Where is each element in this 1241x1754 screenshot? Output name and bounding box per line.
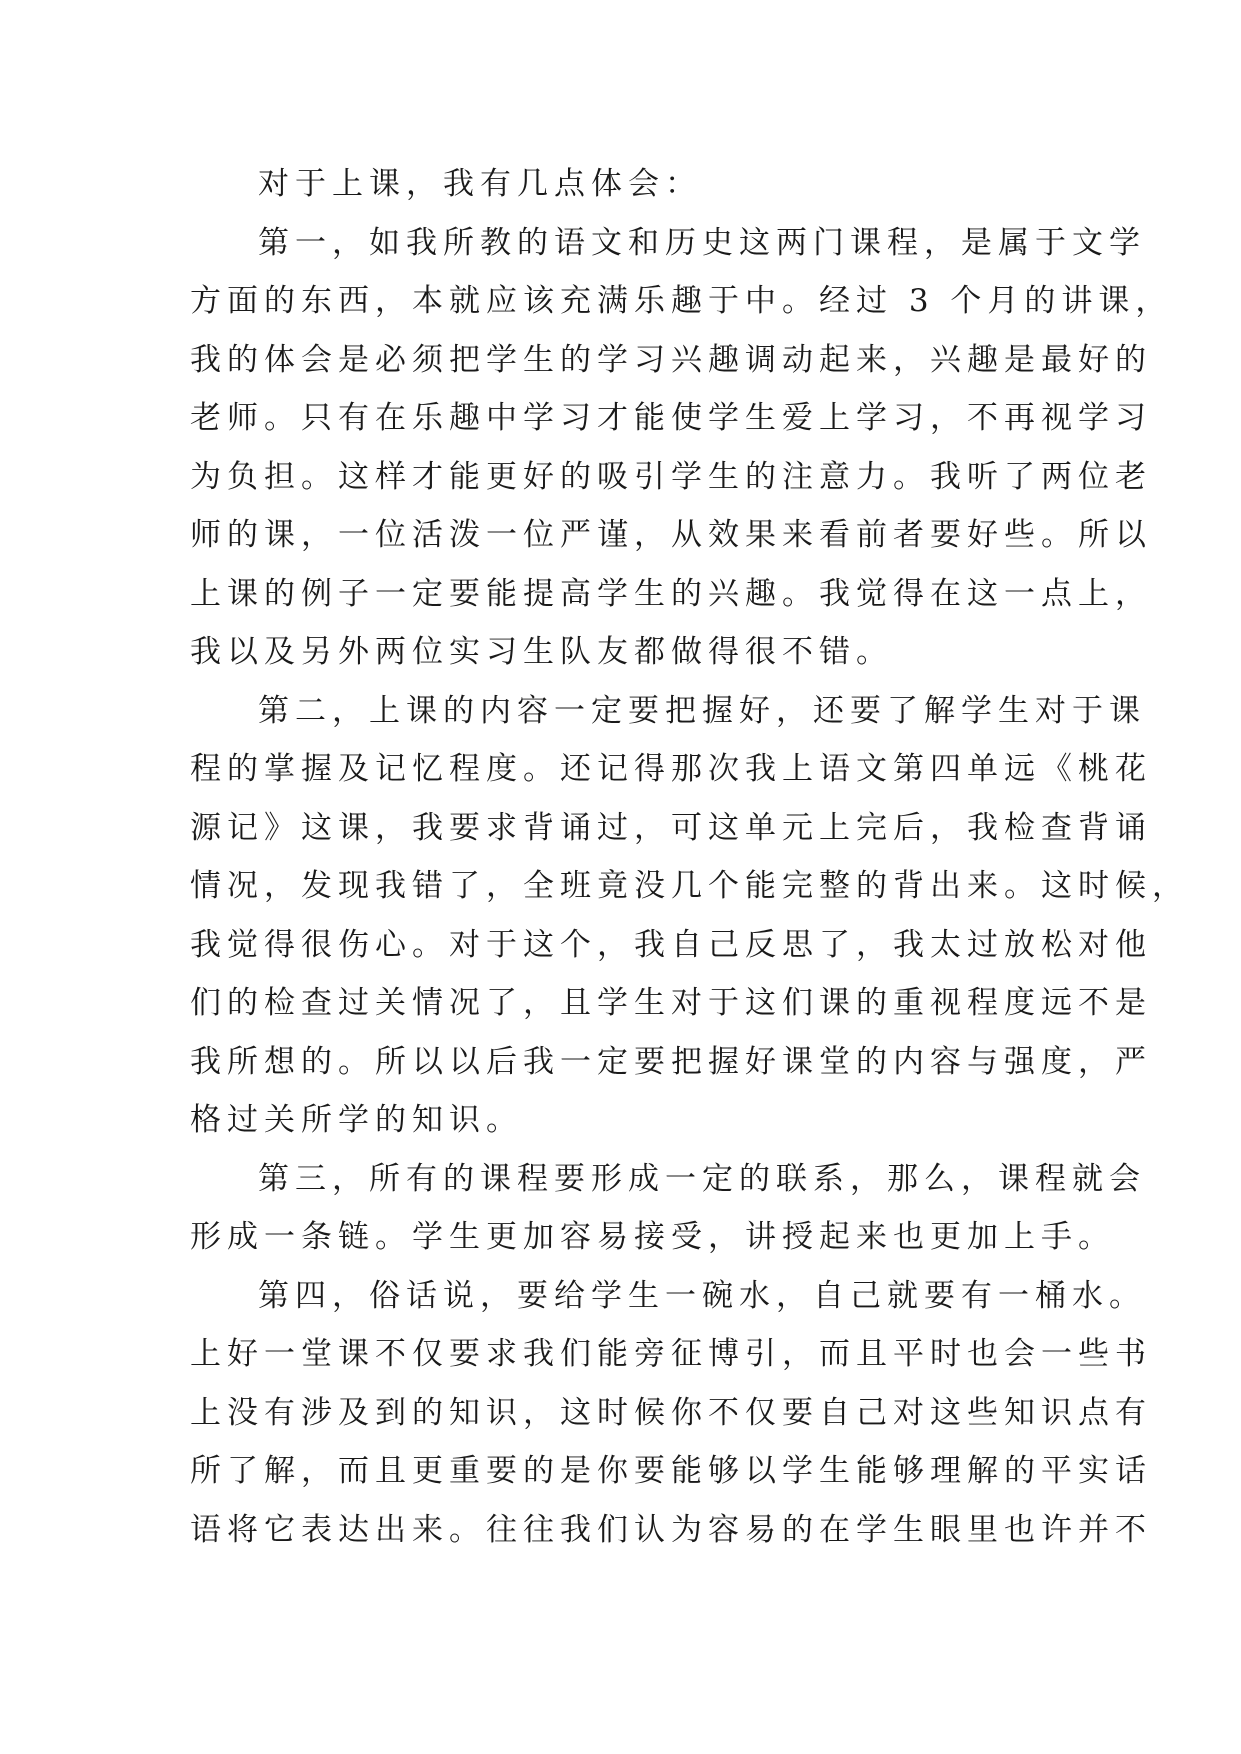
text-line: 我以及另外两位实习生队友都做得很不错。 bbox=[190, 634, 893, 670]
text-line: 源记》这课，我要求背诵过，可这单元上完后，我检查背诵 bbox=[190, 809, 1152, 846]
text-line: 老师。只有在乐趣中学习才能使学生爱上学习，不再视学习 bbox=[190, 400, 1152, 436]
text-line: 第二，上课的内容一定要把握好，还要了解学生对于课 bbox=[258, 692, 1146, 729]
text-line: 情况，发现我错了，全班竟没几个能完整的背出来。这时候， bbox=[190, 868, 1189, 904]
text-line: 形成一条链。学生更加容易接受，讲授起来也更加上手。 bbox=[190, 1219, 1115, 1255]
text-line: 我的体会是必须把学生的学习兴趣调动起来，兴趣是最好的 bbox=[190, 341, 1152, 378]
text-line: 格过关所学的知识。 bbox=[190, 1102, 523, 1138]
text-line: 上好一堂课不仅要求我们能旁征博引，而且平时也会一些书 bbox=[190, 1336, 1152, 1372]
text-line: 我所想的。所以以后我一定要把握好课堂的内容与强度，严 bbox=[190, 1043, 1152, 1080]
text-line: 们的检查过关情况了，且学生对于这们课的重视程度远不是 bbox=[190, 985, 1152, 1021]
text-line: 第四，俗话说，要给学生一碗水，自己就要有一桶水。 bbox=[258, 1277, 1146, 1314]
text-line: 上没有涉及到的知识，这时候你不仅要自己对这些知识点有 bbox=[190, 1394, 1152, 1431]
text-line: 我觉得很伤心。对于这个，我自己反思了，我太过放松对他 bbox=[190, 926, 1152, 963]
text-line: 为负担。这样才能更好的吸引学生的注意力。我听了两位老 bbox=[190, 458, 1152, 495]
text-line: 语将它表达出来。往往我们认为容易的在学生眼里也许并不 bbox=[190, 1511, 1152, 1548]
text-line: 所了解，而且更重要的是你要能够以学生能够理解的平实话 bbox=[190, 1453, 1152, 1489]
text-line: 方面的东西，本就应该充满乐趣于中。经过 3 个月的讲课， bbox=[190, 283, 1173, 319]
text-line: 第三，所有的课程要形成一定的联系，那么，课程就会 bbox=[258, 1160, 1146, 1197]
document-body bbox=[190, 155, 1189, 1559]
text-line: 对于上课，我有几点体会： bbox=[258, 166, 702, 202]
text-line: 程的掌握及记忆程度。还记得那次我上语文第四单远《桃花 bbox=[190, 751, 1152, 787]
text-line: 上课的例子一定要能提高学生的兴趣。我觉得在这一点上， bbox=[190, 575, 1152, 612]
text-line: 第一，如我所教的语文和历史这两门课程，是属于文学 bbox=[258, 224, 1146, 261]
text-line: 师的课，一位活泼一位严谨，从效果来看前者要好些。所以 bbox=[190, 517, 1152, 553]
